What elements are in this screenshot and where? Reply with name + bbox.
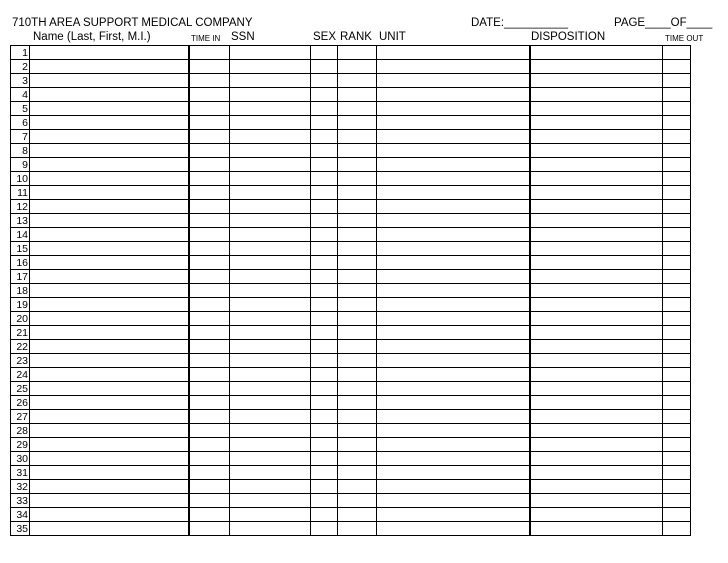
row-divider bbox=[10, 493, 691, 494]
row-divider bbox=[10, 535, 691, 536]
column-header-ssn: SSN bbox=[231, 31, 255, 43]
row-divider bbox=[10, 283, 691, 284]
row-number: 9 bbox=[22, 159, 28, 171]
row-number: 25 bbox=[16, 383, 28, 395]
column-header-disposition: DISPOSITION bbox=[531, 31, 606, 43]
row-number: 3 bbox=[22, 75, 28, 87]
row-divider bbox=[10, 353, 691, 354]
row-divider bbox=[10, 381, 691, 382]
column-header-time-out: TIME OUT bbox=[665, 34, 704, 43]
row-number: 14 bbox=[16, 229, 28, 241]
row-number: 1 bbox=[22, 47, 28, 59]
row-number: 28 bbox=[16, 425, 28, 437]
row-divider bbox=[10, 325, 691, 326]
row-divider bbox=[10, 255, 691, 256]
row-divider bbox=[10, 213, 691, 214]
row-divider bbox=[10, 479, 691, 480]
row-number: 7 bbox=[22, 131, 28, 143]
row-number: 6 bbox=[22, 117, 28, 129]
row-divider bbox=[10, 199, 691, 200]
row-number: 24 bbox=[16, 369, 28, 381]
row-number: 17 bbox=[16, 271, 28, 283]
row-number: 15 bbox=[16, 243, 28, 255]
row-divider bbox=[10, 185, 691, 186]
row-number: 5 bbox=[22, 103, 28, 115]
row-divider bbox=[10, 409, 691, 410]
row-number: 21 bbox=[16, 327, 28, 339]
row-number: 32 bbox=[16, 481, 28, 493]
row-divider bbox=[10, 129, 691, 130]
column-header-rank: RANK bbox=[340, 31, 372, 43]
row-number: 30 bbox=[16, 453, 28, 465]
row-number: 11 bbox=[17, 187, 28, 199]
row-divider bbox=[10, 423, 691, 424]
row-number: 33 bbox=[16, 495, 28, 507]
row-number: 18 bbox=[16, 285, 28, 297]
row-number: 35 bbox=[16, 523, 28, 535]
row-divider bbox=[10, 339, 691, 340]
row-number: 34 bbox=[16, 509, 28, 521]
row-divider bbox=[10, 143, 691, 144]
row-number: 23 bbox=[16, 355, 28, 367]
date-field[interactable]: DATE:__________ bbox=[471, 17, 568, 29]
row-number: 10 bbox=[16, 173, 28, 185]
row-number: 16 bbox=[16, 257, 28, 269]
row-number: 31 bbox=[16, 467, 28, 479]
form-title: 710TH AREA SUPPORT MEDICAL COMPANY bbox=[12, 17, 253, 29]
patient-log-table bbox=[10, 45, 691, 535]
row-number: 20 bbox=[16, 313, 28, 325]
row-divider bbox=[10, 241, 691, 242]
row-divider bbox=[10, 59, 691, 60]
row-number: 26 bbox=[16, 397, 28, 409]
row-divider bbox=[10, 437, 691, 438]
row-divider bbox=[10, 311, 691, 312]
row-divider bbox=[10, 227, 691, 228]
column-header-unit: UNIT bbox=[379, 31, 406, 43]
row-number: 4 bbox=[22, 89, 28, 101]
column-header-time-in: TIME IN bbox=[191, 34, 221, 43]
row-divider bbox=[10, 451, 691, 452]
row-divider bbox=[10, 269, 691, 270]
column-header-sex: SEX bbox=[313, 31, 337, 43]
row-divider bbox=[10, 73, 691, 74]
row-divider bbox=[10, 507, 691, 508]
row-number: 29 bbox=[16, 439, 28, 451]
page-field[interactable]: PAGE____OF____ bbox=[614, 17, 713, 29]
row-number: 13 bbox=[16, 215, 28, 227]
row-divider bbox=[10, 395, 691, 396]
row-number: 2 bbox=[22, 61, 28, 73]
row-divider bbox=[10, 45, 691, 46]
row-divider bbox=[10, 115, 691, 116]
column-header-name: Name (Last, First, M.I.) bbox=[33, 31, 151, 43]
row-divider bbox=[10, 101, 691, 102]
row-number: 19 bbox=[16, 299, 28, 311]
row-number: 12 bbox=[16, 201, 28, 213]
row-number: 22 bbox=[16, 341, 28, 353]
row-divider bbox=[10, 465, 691, 466]
row-divider bbox=[10, 157, 691, 158]
row-divider bbox=[10, 297, 691, 298]
row-number: 27 bbox=[16, 411, 28, 423]
row-divider bbox=[10, 171, 691, 172]
row-divider bbox=[10, 367, 691, 368]
row-divider bbox=[10, 521, 691, 522]
row-divider bbox=[10, 87, 691, 88]
row-number: 8 bbox=[22, 145, 28, 157]
